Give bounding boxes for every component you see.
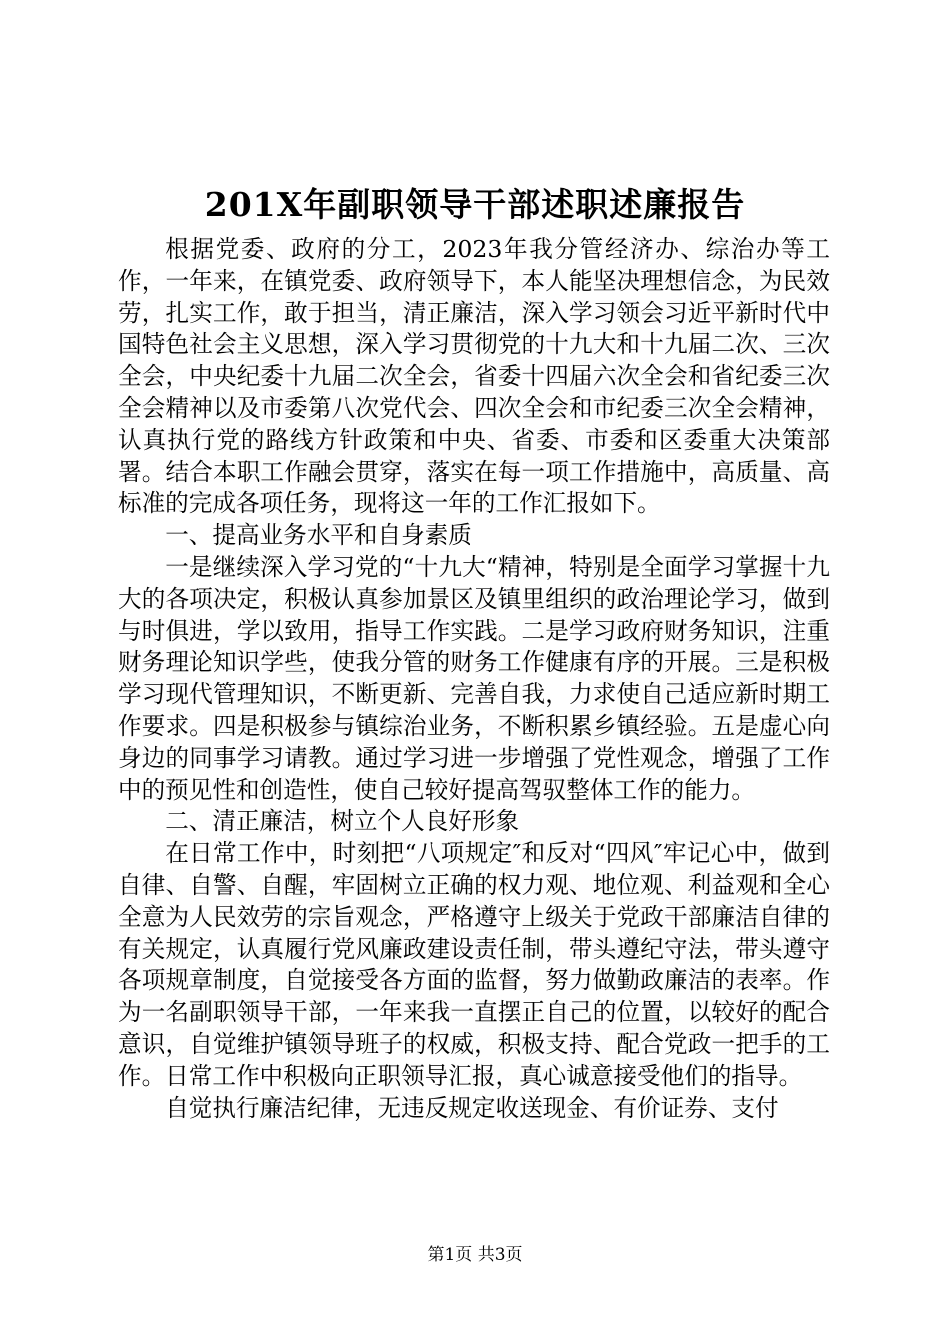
paragraph-intro: 根据党委、政府的分工，2023年我分管经济办、综治办等工作，一年来，在镇党委、政府领导下，本人能坚决理想信念，为民效劳，扎实工作，敢于担当，清正廉洁，深入学习领会习近平新时代中国特色社会主义思想，深入学习贯彻党的十九大和十九届二次、三次全会，中央纪委十九届二次全会，省委十四届六次全会和省纪委三次全会精神以及市委第八次党代会、四次全会和市纪委三次全会精神，认真执行党的路线方针政策和中央、省委、市委和区委重大决策部署。结合本职工作融会贯穿，落实在每一项工作措施中，高质量、高标准的完成各项任务，现将这一年的工作汇报如下。 [118, 235, 830, 518]
paragraph-study: 一是继续深入学习党的“十九大“精神，特别是全面学习掌握十九大的各项决定，积极认真参加景区及镇里组织的政治理论学习，做到与时俱进，学以致用，指导工作实践。二是学习政府财务知识，注重财务理论知识学些，使我分管的财务工作健康有序的开展。三是积极学习现代管理知识，不断更新、完善自我，力求使自己适应新时期工作要求。四是积极参与镇综治业务，不断积累乡镇经验。五是虚心向身边的同事学习请教。通过学习进一步增强了党性观念，增强了工作中的预见性和创造性，使自己较好提高驾驭整体工作的能力。 [118, 552, 830, 804]
section-heading-1: 一、提高业务水平和自身素质 [165, 521, 472, 550]
paragraph-integrity: 在日常工作中，时刻把“八项规定″和反对“四风″牢记心中，做到自律、自警、自醒，牢固树立正确的权力观、地位观、利益观和全心全意为人民效劳的宗旨观念，严格遵守上级关于党政干部廉洁自律的有关规定，认真履行党风廉政建设责任制，带头遵纪守法，带头遵守各项规章制度，自觉接受各方面的监督，努力做勤政廉洁的表率。作为一名副职领导干部，一年来我一直摆正自己的位置，以较好的配合意识，自觉维护镇领导班子的权威，积极支持、配合党政一把手的工作。日常工作中积极向正职领导汇报，真心诚意接受他们的指导。 [118, 839, 830, 1090]
document-title: 201X年副职领导干部述职述廉报告 [204, 185, 746, 224]
paragraph-discipline: 自觉执行廉洁纪律，无违反规定收送现金、有价证券、支付 [165, 1093, 779, 1122]
document-body [118, 234, 830, 1124]
page-number-footer: 第1页 共3页 [427, 1245, 523, 1265]
section-heading-2: 二、清正廉洁，树立个人良好形象 [165, 807, 520, 836]
